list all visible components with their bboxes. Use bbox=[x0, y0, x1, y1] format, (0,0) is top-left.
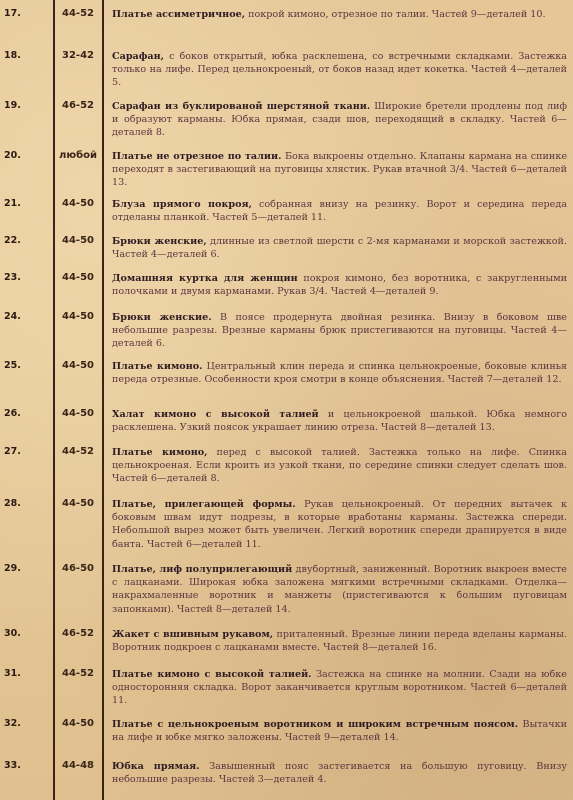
item-description bbox=[112, 100, 567, 140]
item-number: 29. bbox=[4, 563, 21, 574]
item-details: Бока выкроены отдельно. Клапаны кармана на спинке переходят в застегивающий на пуговицы хлястик. Рукав втачной 3/4. Частей 6—деталей 13. bbox=[112, 151, 567, 189]
item-size: 32-42 bbox=[62, 50, 94, 61]
column-divider-right bbox=[102, 0, 104, 800]
item-title: Платье ассиметричное, bbox=[112, 9, 246, 20]
item-size: 44-50 bbox=[62, 272, 94, 283]
item-size: 44-50 bbox=[62, 360, 94, 371]
item-number: 27. bbox=[4, 446, 21, 457]
item-size: 46-52 bbox=[62, 100, 94, 111]
item-size: любой bbox=[59, 150, 97, 161]
item-title: Блуза прямого покроя, bbox=[112, 199, 252, 210]
item-details: В поясе продернута двойная резинка. Внизу в боковом шве небольшие разрезы. Врезные карманы брюк пристегиваются на пуговицы. Частей 4—деталей 6. bbox=[112, 312, 567, 350]
item-details: Вытачки на лифе и юбке мягко заложены. Частей 9—деталей 14. bbox=[112, 719, 567, 744]
item-size: 44-50 bbox=[62, 311, 94, 322]
item-details: и цельнокроеной шалькой. Юбка немного расклешена. Узкий поясок украшает линию отреза. Частей 8—деталей 13. bbox=[112, 409, 567, 434]
item-number: 26. bbox=[4, 408, 21, 419]
item-number: 32. bbox=[4, 718, 21, 729]
item-size: 46-50 bbox=[62, 563, 94, 574]
item-description bbox=[112, 235, 567, 261]
item-details: Завышенный пояс застегивается на большую пуговицу. Внизу небольшие разрезы. Частей 3—деталей 4. bbox=[112, 761, 568, 786]
item-title: Платье кимоно. bbox=[112, 361, 203, 372]
item-title: Сарафан, bbox=[112, 51, 165, 62]
item-details: покроя кимоно, без воротника, с закругленными полочками и двумя карманами. Рукав 3/4. Частей 4—деталей 9. bbox=[112, 273, 567, 298]
item-title: Домашняя куртка для женщин bbox=[112, 273, 298, 284]
item-details: Центральный клин переда и спинка цельнокроеные, боковые клинья переда отрезные. Особенности кроя смотри в конце объяснения. Частей 7—деталей 12. bbox=[112, 361, 567, 386]
item-details: приталенный. Врезные линии переда вделаны карманы. Воротник подкроен с лацканами вместе. Частей 8—деталей 16. bbox=[112, 629, 567, 654]
item-title: Сарафан из буклированой шерстяной ткани. bbox=[112, 101, 371, 112]
item-description bbox=[112, 760, 567, 786]
column-divider-left bbox=[53, 0, 55, 800]
item-number: 25. bbox=[4, 360, 21, 371]
item-description bbox=[112, 718, 567, 744]
item-description bbox=[112, 498, 567, 551]
item-description bbox=[112, 628, 567, 654]
item-title: Платье, лиф полуприлегающий bbox=[112, 564, 293, 575]
item-title: Платье кимоно, bbox=[112, 447, 208, 458]
item-description bbox=[112, 272, 567, 298]
item-number: 24. bbox=[4, 311, 21, 322]
item-number: 33. bbox=[4, 760, 21, 771]
item-description bbox=[112, 198, 567, 224]
item-details: покрой кимоно, отрезное по талии. Частей 9—деталей 10. bbox=[248, 9, 546, 20]
item-number: 19. bbox=[4, 100, 21, 111]
item-title: Платье, прилегающей формы. bbox=[112, 499, 296, 510]
item-number: 21. bbox=[4, 198, 21, 209]
item-details: с боков открытый, юбка расклешена, со встречными складками. Застежка только на лифе. Перед цельнокроеный, от боков назад идет кокетка. Частей 4—деталей 5. bbox=[112, 51, 567, 89]
item-title: Юбка прямая. bbox=[112, 761, 200, 772]
item-number: 30. bbox=[4, 628, 21, 639]
item-details: Застежка на спинке на молнии. Сзади на юбке односторонняя складка. Ворот заканчивается круглым воротником. Частей 6—деталей 11. bbox=[112, 669, 567, 707]
item-description bbox=[112, 668, 567, 708]
item-title: Жакет с вшивным рукавом, bbox=[112, 629, 274, 640]
item-description bbox=[112, 8, 567, 21]
item-title: Платье кимоно с высокой талией. bbox=[112, 669, 312, 680]
item-details: двубортный, заниженный. Воротник выкроен вместе с лацканами. Широкая юбка заложена мягкими встречными складками. Отделка—накрахмаленные воротник и манжеты (пристегиваются к большим пуговицам запонками). Частей 8—деталей 14. bbox=[112, 564, 567, 615]
item-description bbox=[112, 50, 567, 90]
item-number: 22. bbox=[4, 235, 21, 246]
item-description bbox=[112, 446, 567, 486]
item-size: 44-52 bbox=[62, 8, 94, 19]
item-size: 44-48 bbox=[62, 760, 94, 771]
item-size: 44-50 bbox=[62, 718, 94, 729]
item-size: 44-52 bbox=[62, 446, 94, 457]
item-number: 28. bbox=[4, 498, 21, 509]
item-title: Брюки женские, bbox=[112, 236, 207, 247]
item-description bbox=[112, 563, 567, 616]
item-description bbox=[112, 311, 567, 351]
item-number: 17. bbox=[4, 8, 21, 19]
item-description bbox=[112, 360, 567, 386]
item-details: длинные из светлой шерсти с 2-мя карманами и морской застежкой. Частей 4—деталей 6. bbox=[112, 236, 567, 261]
item-title: Брюки женские. bbox=[112, 312, 212, 323]
item-description bbox=[112, 408, 567, 434]
item-number: 31. bbox=[4, 668, 21, 679]
item-size: 44-50 bbox=[62, 198, 94, 209]
item-details: собранная внизу на резинку. Ворот и середина переда отделаны планкой. Частей 5—деталей 11. bbox=[112, 199, 567, 224]
item-details: перед с высокой талией. Застежка только на лифе. Спинка цельнокроеная. Если кроить из узкой ткани, по середине спинки следует сделать шов. Частей 6—деталей 8. bbox=[112, 447, 567, 485]
item-description bbox=[112, 150, 567, 190]
item-size: 44-50 bbox=[62, 235, 94, 246]
item-number: 18. bbox=[4, 50, 21, 61]
item-number: 23. bbox=[4, 272, 21, 283]
item-size: 44-50 bbox=[62, 498, 94, 509]
item-title: Платье с цельнокроеным воротником и широким встречным поясом. bbox=[112, 719, 519, 730]
item-title: Халат кимоно с высокой талией bbox=[112, 409, 319, 420]
item-details: Широкие бретели продлены под лиф и образуют карманы. Юбка прямая, сзади шов, переходящий в складку. Частей 6—деталей 8. bbox=[112, 101, 567, 139]
item-size: 44-52 bbox=[62, 668, 94, 679]
item-details: Рукав цельнокроеный. От передних вытачек к боковым швам идут подрезы, в которые вработаны карманы. Застежка спереди. Небольшой вырез может быть увеличен. Легкий воротник спереди драпируется в виде банта. Частей 6—деталей 11. bbox=[112, 499, 567, 550]
item-number: 20. bbox=[4, 150, 21, 161]
item-title: Платье не отрезное по талии. bbox=[112, 151, 282, 162]
item-size: 44-50 bbox=[62, 408, 94, 419]
item-size: 46-52 bbox=[62, 628, 94, 639]
